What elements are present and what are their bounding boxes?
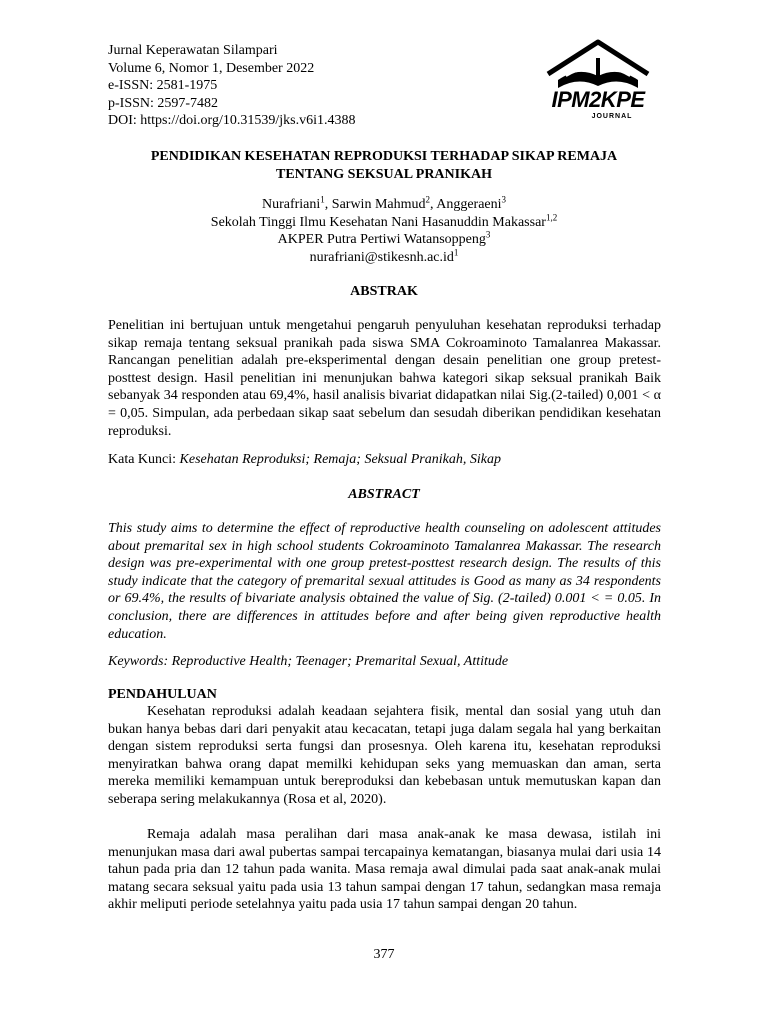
pendahuluan-paragraph-2: Remaja adalah masa peralihan dari masa anak-anak ke masa dewasa, istilah ini menunjukan masa dari awal pubertas sampai tercapainya kematangan, biasanya mulai dari usia 14 tahun pada pria dan 12 tahun pada wanita. Masa remaja awal dimulai pada saat anak-anak mulai matang secara seksual yaitu pada usia 13 tahun sampai dengan 17 tahun, sedangkan masa remaja akhir meliputi periode setelahnya yaitu pada usia 17 tahun sampai dengan 20 tahun.	[108, 827, 661, 913]
journal-pissn: p-ISSN: 2597-7482	[108, 95, 219, 111]
journal-logo-icon	[528, 36, 668, 120]
logo-subtext: JOURNAL	[591, 113, 633, 120]
article-title: PENDIDIKAN KESEHATAN REPRODUKSI TERHADAP SIKAP REMAJA TENTANG SEKSUAL PRANIKAH	[150, 149, 618, 182]
journal-header-info	[108, 42, 355, 130]
logo-text: IPM2KPE	[551, 87, 645, 112]
abstrak-body: Penelitian ini bertujuan untuk mengetahui pengaruh penyuluhan kesehatan reproduksi terhadap sikap remaja tentang seksual pranikah pada siswa SMA Cokroaminoto Tamalanrea Makassar. Rancangan penelitian adalah pre-eksperimental dengan desain penelitian one group pretest-posttest design. Hasil penelitian ini menunjukan bahwa kategori sikap seksual pranikah Baik sebanyak 34 responden atau 69,4%, hasil analisis bivariat didapatkan nilai Sig.(2-tailed) 0,001 < α = 0,05. Simpulan, ada perbedaan sikap saat sebelum dan sesudah diberikan pendidikan kesehatan reproduksi.	[108, 318, 661, 439]
author-block	[108, 196, 660, 266]
journal-eissn: e-ISSN: 2581-1975	[108, 78, 218, 93]
abstract-keywords: Keywords: Reproductive Health; Teenager; Premarital Sexual, Attitude	[108, 654, 509, 669]
abstract-heading: ABSTRACT	[348, 487, 420, 502]
abstrak-heading: ABSTRAK	[350, 284, 418, 299]
abstrak-keywords: Kata Kunci: Kesehatan Reproduksi; Remaja; Seksual Pranikah, Sikap	[108, 452, 501, 467]
affiliation-2: AKPER Putra Pertiwi Watansoppeng$^3$	[277, 229, 491, 247]
affiliation-1: Sekolah Tinggi Ilmu Kesehatan Nani Hasanuddin Makassar$^{1,2}$	[210, 211, 558, 230]
journal-doi[interactable]: DOI: https://doi.org/10.31539/jks.v6i1.4388	[108, 113, 356, 128]
author-email[interactable]: $nurafriani@stikesnh.ac.id^1$	[309, 246, 459, 265]
pendahuluan-heading: PENDAHULUAN	[108, 687, 217, 702]
pendahuluan-paragraph-1: Kesehatan reproduksi adalah keadaan sejahtera fisik, mental dan sosial yang utuh dan bukan hanya bebas dari dari penyakit atau kecacatan, tetapi juga dalam segala hal yang berkaitan dengan sistem reproduksi serta fungsi dan prosesnya. Oleh karena itu, kesehatan reproduksi menyiratkan bahwa orang dapat memilki kehidupan seks yang memuaskan dan aman, serta mereka memiliki kemampuan untuk bereproduksi dan kebebasan untuk memutuskan kapan dan seberapa sering melakukannya (Rosa et al, 2020).	[108, 704, 661, 807]
author-names: Nurafriani$^1$, Sarwin Mahmud$^2$, Anggeraeni$^3$	[261, 194, 507, 212]
abstract-body: This study aims to determine the effect of reproductive health counseling on adolescent attitudes about premarital sex in high school students Cokroaminoto Tamalanrea Makassar. The research design was pre-experimental with one group pretest-posttest research design. The results of this study indicate that the category of premarital sexual attitudes is Good as many as 34 respondents or 69.4%, the results of bivariate analysis obtained the value of Sig. (2-tailed) 0.001 < = 0.05. In conclusion, there are differences in attitudes before and after being given reproductive health education.	[108, 521, 661, 642]
journal-name: Jurnal Keperawatan Silampari	[108, 43, 278, 58]
journal-volume: Volume 6, Nomor 1, Desember 2022	[108, 60, 315, 76]
page-number: 377	[373, 947, 395, 962]
